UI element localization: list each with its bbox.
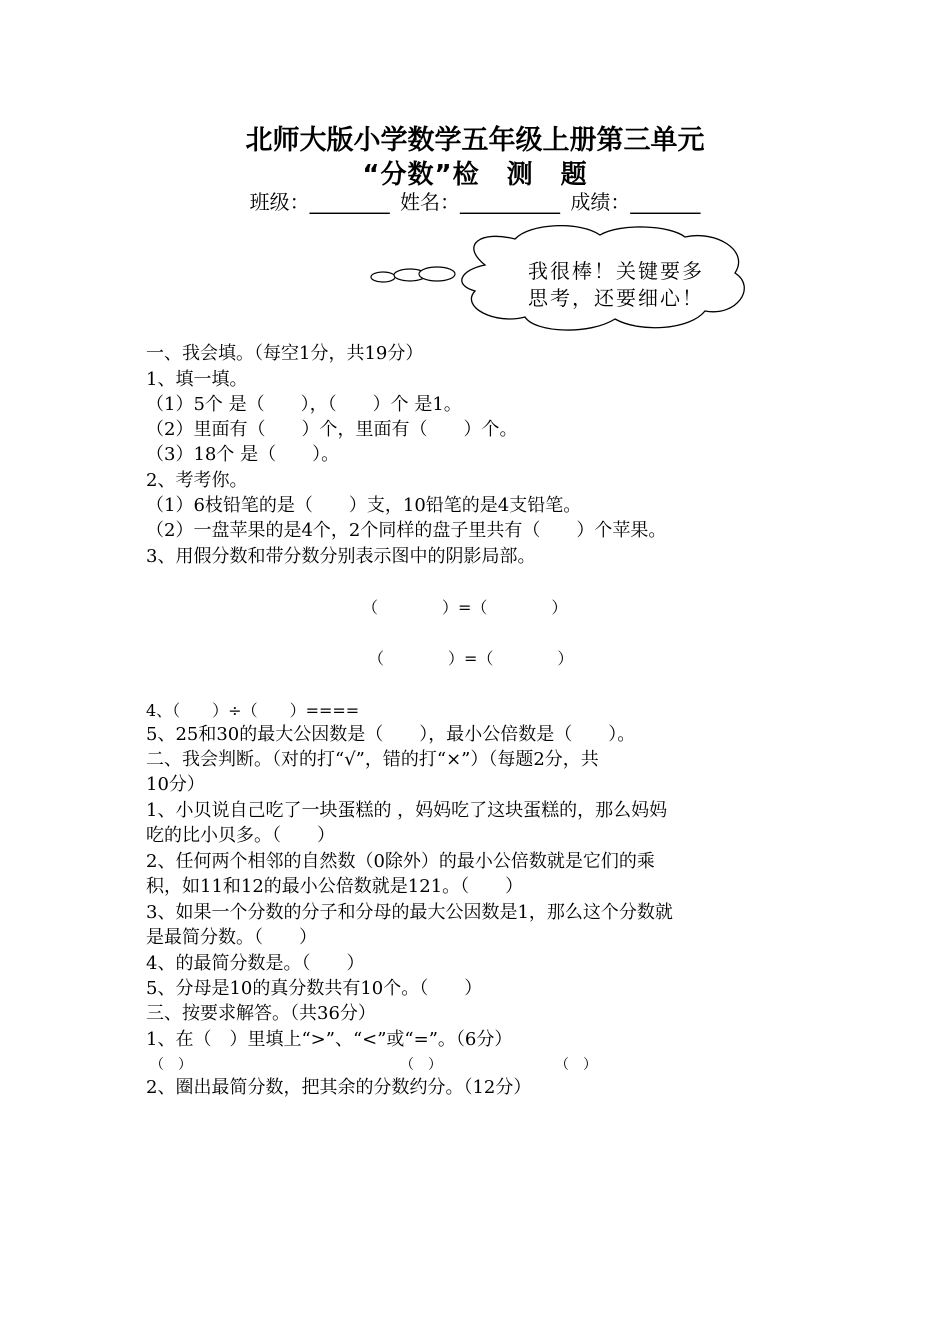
judgement-question: 积，如11和12的最小公倍数就是121。（ ）	[146, 876, 524, 897]
question-line: （2）里面有（ ）个，里面有（ ）个。	[146, 419, 518, 440]
compare-blank: （ ）	[150, 1057, 192, 1073]
class-field: 班级：________	[249, 190, 390, 214]
question-line: （1）6枝铅笔的是（ ）支，10铅笔的是4支铅笔。	[146, 495, 582, 516]
section-3-heading: 三、按要求解答。（共36分）	[146, 1003, 376, 1024]
fraction-answer-row: （ ）=（ ）	[368, 649, 574, 668]
question-line: （3）18个 是（ ）。	[146, 444, 340, 465]
section-2-heading: 二、我会判断。（对的打“√”，错的打“×”）（每题2分，共	[146, 749, 599, 770]
question-line: （2）一盘苹果的是4个，2个同样的盘子里共有（ ）个苹果。	[146, 520, 667, 541]
question-line: 2、圈出最简分数，把其余的分数约分。（12分）	[146, 1077, 532, 1098]
score-field: 成绩：_______	[570, 190, 701, 214]
section-2-heading-cont: 10分）	[146, 774, 205, 795]
compare-blank: （ ）	[555, 1057, 597, 1073]
question-line: （1）5个 是（ ），（ ）个 是1。	[146, 394, 462, 415]
judgement-question: 5、分母是10的真分数共有10个。（ ）	[146, 978, 483, 999]
question-line: 4、（ ）÷（ ）====	[146, 701, 360, 720]
judgement-question: 4、的最简分数是。（ ）	[146, 953, 365, 974]
question-line: 5、25和30的最大公因数是（ ），最小公倍数是（ ）。	[146, 724, 636, 745]
fraction-answer-row: （ ）=（ ）	[362, 598, 568, 617]
cloud-line-2: 思考，还要细心！	[528, 286, 704, 310]
name-field: 姓名：__________	[400, 190, 560, 214]
page-subtitle: “分数”检 测 题	[362, 160, 588, 190]
question-line: 3、用假分数和带分数分别表示图中的阴影局部。	[146, 546, 536, 567]
judgement-question: 是最简分数。（ ）	[146, 927, 317, 948]
page-title: 北师大版小学数学五年级上册第三单元	[245, 125, 705, 156]
compare-blank: （ ）	[400, 1057, 442, 1073]
judgement-question: 吃的比小贝多。（ ）	[146, 825, 335, 846]
cloud-message	[528, 258, 704, 312]
question-line: 2、考考你。	[146, 470, 248, 491]
judgement-question: 1、小贝说自己吃了一块蛋糕的 ，妈妈吃了这块蛋糕的，那么妈妈	[146, 800, 668, 821]
student-info-row	[0, 186, 950, 215]
judgement-question: 2、任何两个相邻的自然数（0除外）的最小公倍数就是它们的乘	[146, 851, 655, 872]
judgement-question: 3、如果一个分数的分子和分母的最大公因数是1，那么这个分数就	[146, 902, 673, 923]
question-line: 1、填一填。	[146, 369, 248, 390]
cloud-line-1: 我很棒！关键要多	[528, 259, 704, 283]
question-line: 1、在（ ）里填上“>”、“<”或“=”。（6分）	[146, 1029, 513, 1050]
section-1-heading: 一、我会填。（每空1分，共19分）	[146, 343, 424, 364]
